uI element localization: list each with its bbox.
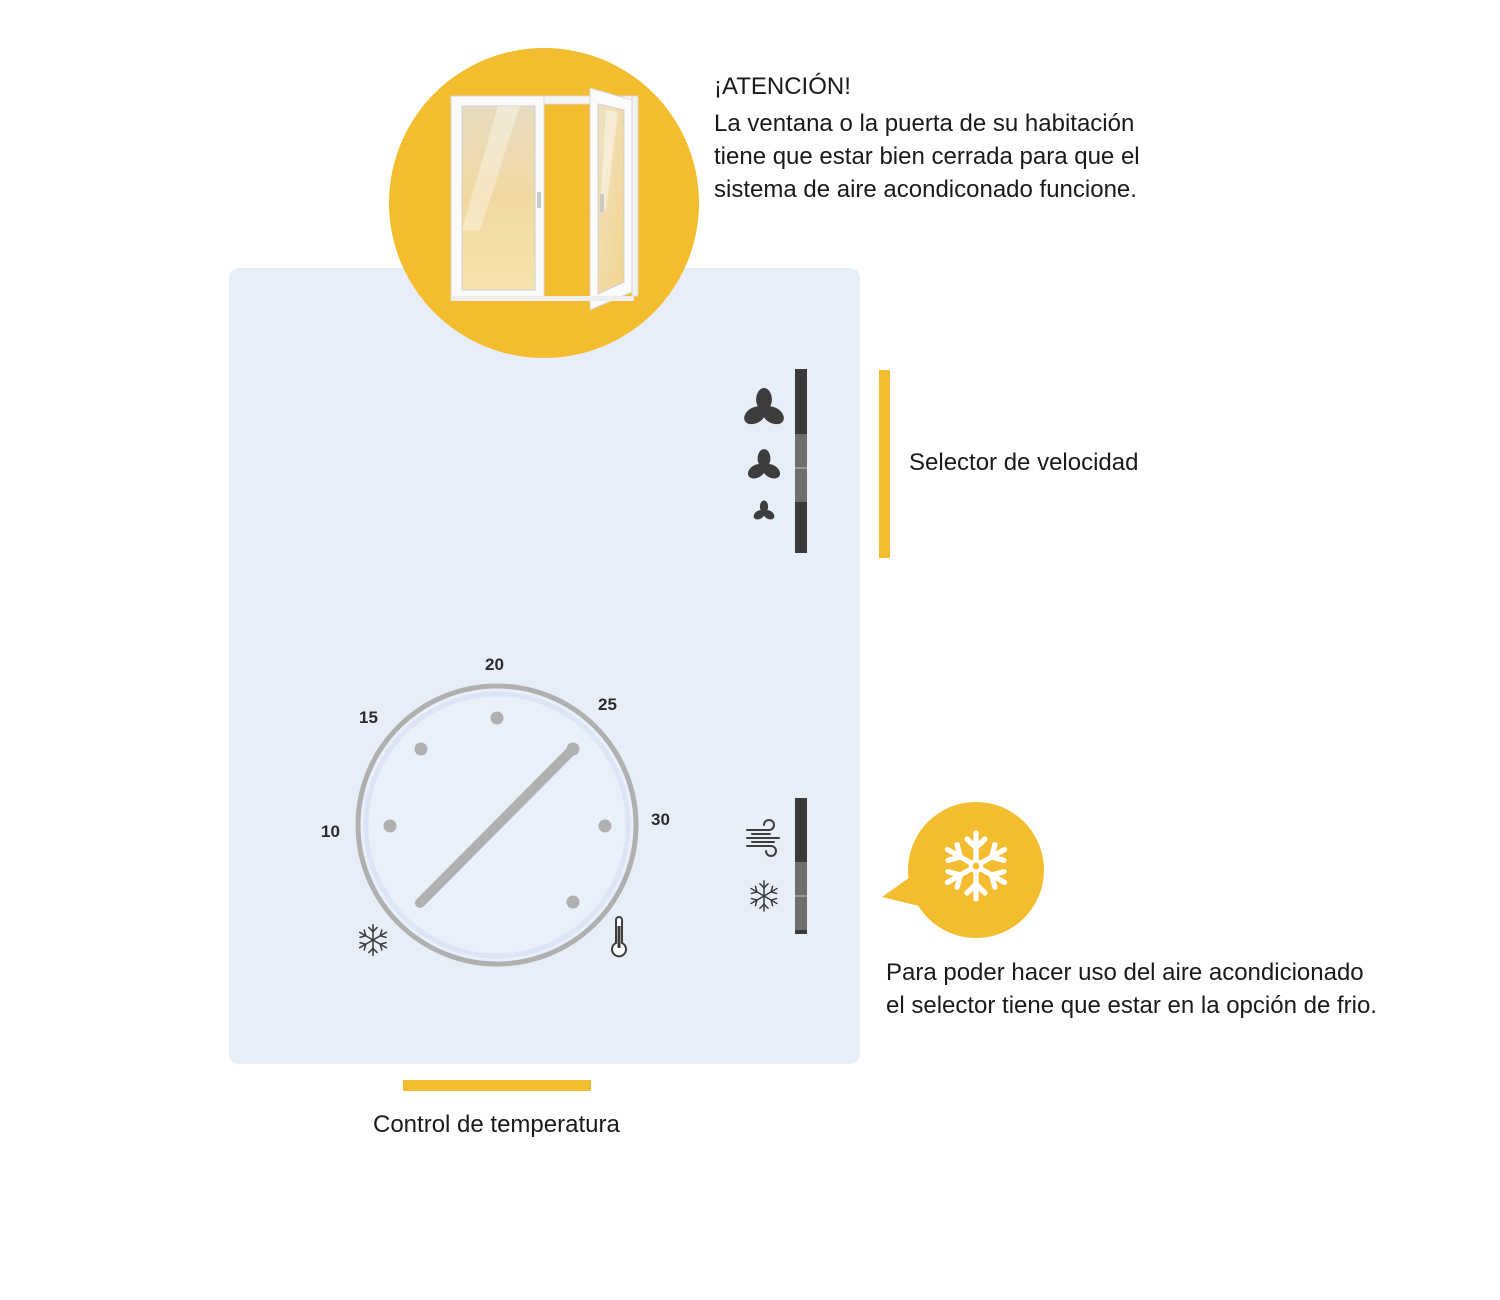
temperature-accent-bar: [403, 1080, 591, 1091]
fan-medium-icon: [745, 449, 782, 481]
dial-dot-15: [415, 743, 428, 756]
cold-bubble: [882, 802, 1044, 938]
dial-label-10: 10: [321, 822, 340, 841]
dial-snowflake-icon: [358, 925, 389, 956]
dial-label-15: 15: [359, 708, 378, 727]
dial-dot-warm: [567, 896, 580, 909]
speed-selector-label: Selector de velocidad: [909, 449, 1139, 476]
dial-label-20: 20: [485, 655, 504, 674]
fan-low-icon: [752, 500, 776, 521]
dial-dot-10: [384, 820, 397, 833]
attention-title: ¡ATENCIÓN!: [714, 73, 851, 100]
thermometer-icon: [612, 917, 626, 956]
attention-message: [714, 70, 1294, 206]
temperature-dial[interactable]: [358, 686, 636, 964]
speed-selector-accent-bar: [879, 370, 890, 558]
mode-snowflake-icon: [749, 881, 779, 911]
window-illustration: [389, 48, 699, 358]
dial-label-30: 30: [651, 810, 670, 829]
cold-mode-note: Para poder hacer uso del aire acondicionado el selector tiene que estar en la opción de frio.: [886, 959, 1377, 1019]
dial-dot-30: [599, 820, 612, 833]
dial-dot-20: [491, 712, 504, 725]
attention-body: La ventana o la puerta de su habitación tiene que estar bien cerrada para que el sistema de aire acondiconado funcione.: [714, 110, 1140, 203]
dial-label-25: 25: [598, 695, 617, 714]
speed-selector[interactable]: [795, 369, 807, 553]
wind-icon: [747, 820, 779, 856]
fan-high-icon: [741, 388, 787, 428]
temperature-control-label: Control de temperatura: [373, 1111, 620, 1138]
mode-selector[interactable]: [795, 798, 807, 934]
